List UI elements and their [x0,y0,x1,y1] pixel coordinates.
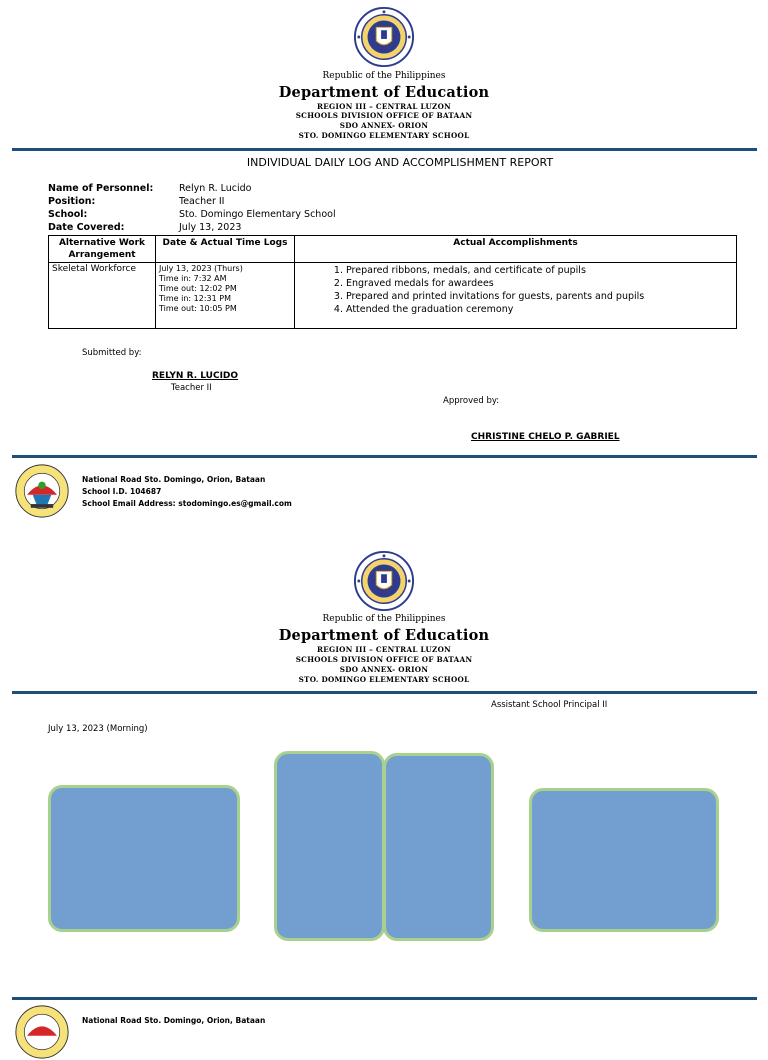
submitter-position: Teacher II [171,383,212,393]
division-text: SCHOOLS DIVISION OFFICE OF BATAAN [295,655,473,664]
footer-address: National Road Sto. Domingo, Orion, Bataan [82,1016,266,1025]
header-time-logs: Date & Actual Time Logs [156,236,295,263]
header-accomplishments: Actual Accomplishments [295,236,737,263]
republic-text: Republic of the Philippines [322,614,446,624]
footer-divider [12,455,757,458]
school-logo-icon [14,463,70,519]
table-header-row [49,236,737,263]
page1-header [0,6,768,72]
approver-name: CHRISTINE CHELO P. GABRIEL [471,432,620,442]
region-text: REGION III – CENTRAL LUZON [317,102,451,111]
department-title: Department of Education [278,84,490,101]
school-logo-icon [14,1004,70,1060]
page2-header [0,550,768,616]
photo-placeholder [48,785,240,932]
footer-address: National Road Sto. Domingo, Orion, Bataan [82,475,266,484]
photo-placeholder [383,753,494,941]
info-row-date: Date Covered: July 13, 2023 [48,222,242,233]
list-item: 4. Attended the graduation ceremony [346,303,733,316]
header-divider [12,691,757,694]
photo-placeholder [274,751,385,941]
personnel-info [48,182,648,234]
arrangement-cell: Skeletal Workforce [49,263,156,329]
info-row-school: School: Sto. Domingo Elementary School [48,209,336,220]
region-text: REGION III – CENTRAL LUZON [317,645,451,654]
footer-email: School Email Address: stodomingo.es@gmail.com [82,499,292,508]
header-arrangement: Alternative Work Arrangement [49,236,156,263]
approved-by-label: Approved by: [443,396,500,406]
accomplishment-table [48,235,737,329]
approver-position: Assistant School Principal II [491,700,608,710]
photo-placeholder [529,788,719,932]
school-name-text: STO. DOMINGO ELEMENTARY SCHOOL [298,131,470,140]
department-title: Department of Education [278,627,490,644]
deped-seal-icon [353,550,415,612]
table-row [49,263,737,329]
list-item: 2. Engraved medals for awardees [346,277,733,290]
list-item: 1. Prepared ribbons, medals, and certificate of pupils [346,264,733,277]
annex-text: SDO ANNEX- ORION [339,665,429,674]
division-text: SCHOOLS DIVISION OFFICE OF BATAAN [295,111,473,120]
header-divider [12,148,757,151]
info-row-position: Position: Teacher II [48,196,225,207]
time-logs-cell: July 13, 2023 (Thurs) Time in: 7:32 AM Time out: 12:02 PM Time in: 12:31 PM Time out: 10:05 PM [156,263,295,329]
accomplishments-cell [295,263,737,329]
annex-text: SDO ANNEX- ORION [339,121,429,130]
info-row-name: Name of Personnel: Relyn R. Lucido [48,183,252,194]
submitter-name: RELYN R. LUCIDO [152,371,239,381]
report-title: INDIVIDUAL DAILY LOG AND ACCOMPLISHMENT REPORT [246,156,554,169]
footer-info [82,474,292,510]
school-name-text: STO. DOMINGO ELEMENTARY SCHOOL [298,675,470,684]
deped-seal-icon [353,6,415,68]
list-item: 3. Prepared and printed invitations for guests, parents and pupils [346,290,733,303]
footer-divider [12,997,757,1000]
footer-school-id: School I.D. 104687 [82,487,162,496]
republic-text: Republic of the Philippines [322,71,446,81]
photo-date-caption: July 13, 2023 (Morning) [48,724,148,734]
submitted-by-label: Submitted by: [82,348,142,358]
